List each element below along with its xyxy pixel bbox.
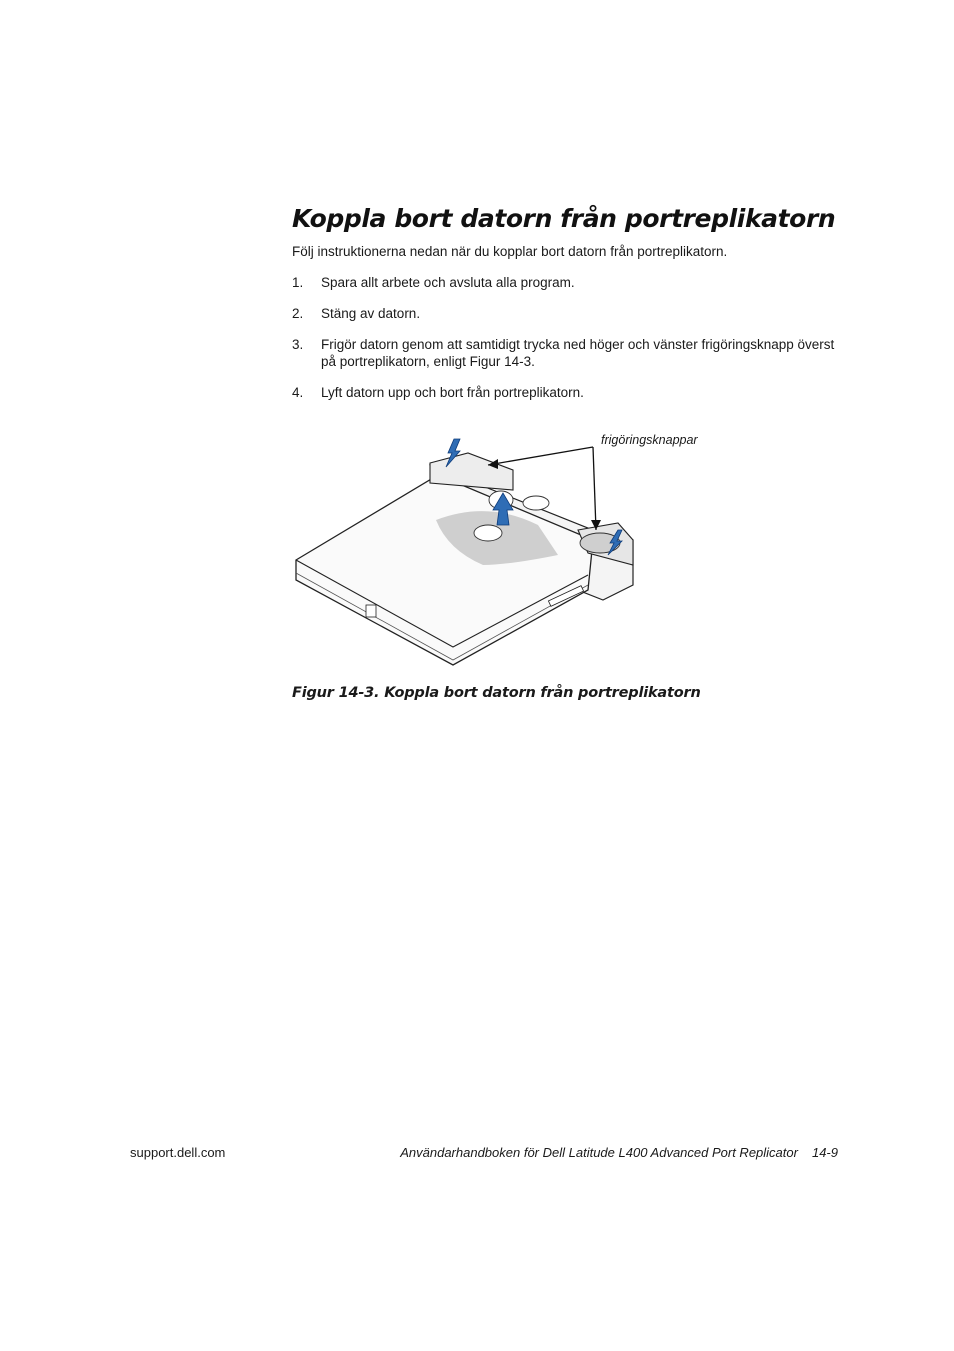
page-title: Koppla bort datorn från portreplikatorn [292,204,836,233]
list-item [292,305,852,322]
footer-url: support.dell.com [130,1145,226,1160]
figure-callout-label: frigöringsknappar [601,433,698,447]
port-replicator-illustration [288,425,738,680]
footer-book-title: Användarhandboken för Dell Latitude L400 Advanced Port Replicator [400,1145,798,1160]
step-text: Spara allt arbete och avsluta alla program. [321,275,575,290]
step-number: 2. [292,306,304,321]
steps-list [292,274,852,415]
list-item [292,384,852,401]
list-item [292,336,852,370]
step-text: Lyft datorn upp och bort från portreplikatorn. [321,385,584,400]
list-item [292,274,852,291]
intro-text: Följ instruktionerna nedan när du kopplar bort datorn från portreplikatorn. [292,244,728,259]
step-text: Frigör datorn genom att samtidigt trycka ned höger och vänster frigöringsknapp överst på portreplikatorn, enligt Figur 14-3. [321,337,835,369]
step-text: Stäng av datorn. [321,306,421,321]
figure-caption: Figur 14-3. Koppla bort datorn från portreplikatorn [292,685,701,701]
step-number: 1. [292,275,304,290]
step-number: 3. [292,337,304,352]
footer-title [400,1145,838,1160]
step-number: 4. [292,385,304,400]
page-number: 14-9 [811,1145,838,1160]
